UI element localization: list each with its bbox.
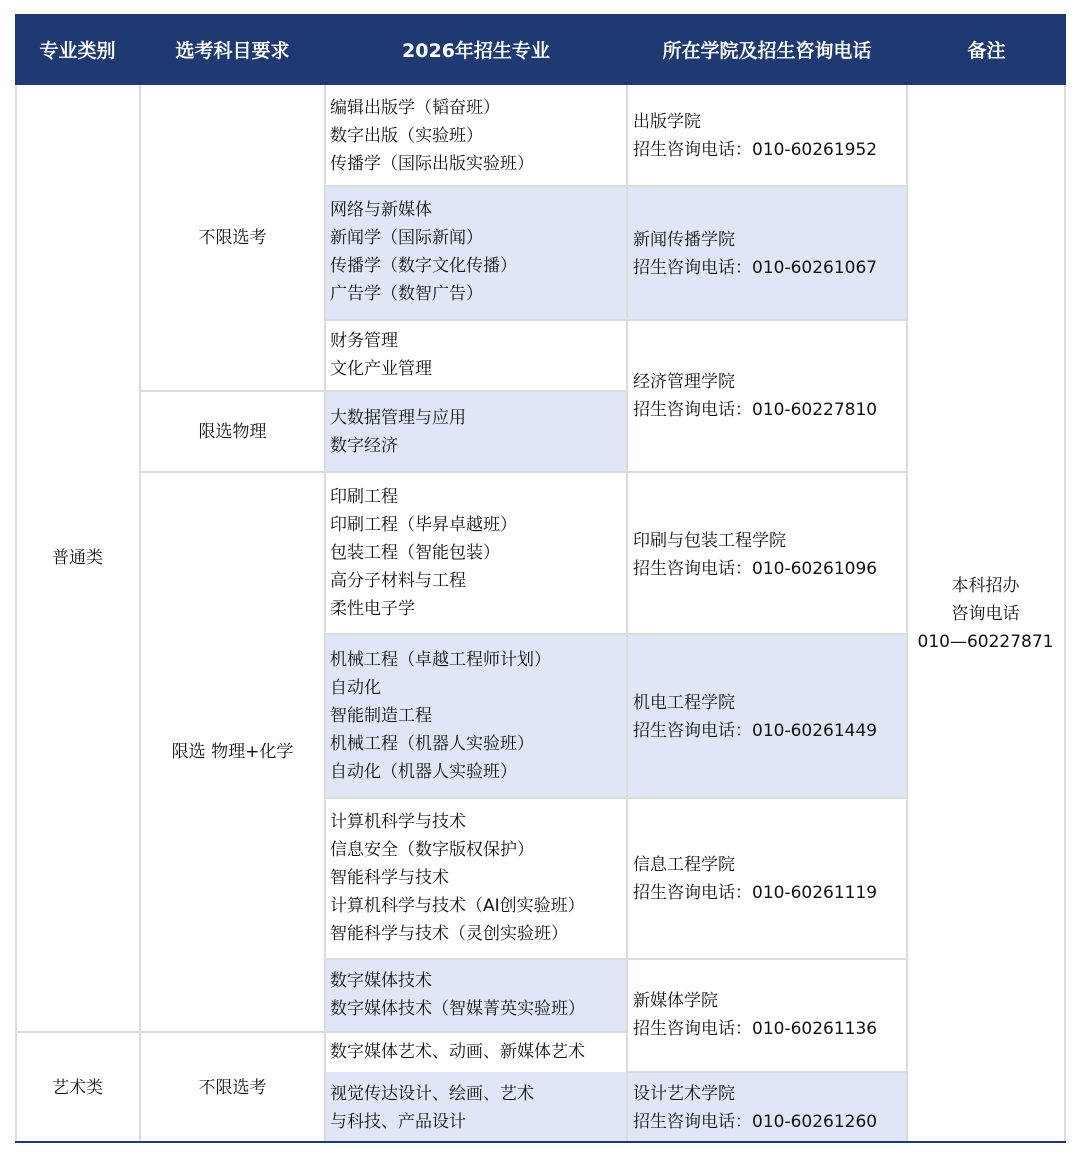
college-new-media (633, 987, 905, 1043)
list-item: 财务管理 (330, 331, 398, 351)
majors-group-design (330, 1080, 625, 1136)
divider (325, 319, 907, 321)
list-item: 数字媒体技术（智媒菁英实验班） (330, 999, 585, 1019)
college-name: 新媒体学院 (633, 991, 718, 1011)
list-item: 编辑出版学（韬奋班） (330, 98, 500, 118)
majors-group-management (330, 327, 625, 383)
list-item: 柔性电子学 (330, 599, 415, 619)
header-remark: 备注 (967, 40, 1006, 62)
college-name: 印刷与包装工程学院 (633, 531, 786, 551)
majors-group-information (330, 808, 625, 948)
divider (325, 633, 907, 635)
college-phone: 招生咨询电话：010-60261096 (633, 559, 878, 579)
list-item: 传播学（数字文化传播） (330, 256, 517, 276)
list-item: 计算机科学与技术（AI创实验班） (330, 896, 585, 916)
header-majors: 2026年招生专业 (402, 40, 550, 62)
college-phone: 招生咨询电话：010-60261449 (633, 721, 878, 741)
majors-group-printing (330, 483, 625, 623)
college-publishing (633, 108, 905, 164)
college-design-art (633, 1080, 905, 1136)
requirement-unrestricted: 不限选考 (198, 227, 267, 248)
list-item: 高分子材料与工程 (330, 571, 466, 591)
college-journalism (633, 226, 905, 282)
college-phone: 招生咨询电话：010-60227810 (633, 400, 878, 420)
list-item: 视觉传达设计、绘画、艺术 (330, 1084, 534, 1104)
majors-group-media-art (330, 1038, 625, 1066)
college-name: 出版学院 (633, 112, 701, 132)
list-item: 印刷工程 (330, 487, 398, 507)
list-item: 广告学（数智广告） (330, 284, 483, 304)
list-item: 数字经济 (330, 436, 398, 456)
header-category: 专业类别 (39, 40, 116, 62)
college-information (633, 851, 905, 907)
divider (325, 797, 907, 799)
college-printing (633, 527, 905, 583)
college-mechanical (633, 689, 905, 745)
college-name: 设计艺术学院 (633, 1084, 735, 1104)
list-item: 与科技、产品设计 (330, 1112, 466, 1132)
college-economics (633, 368, 905, 424)
list-item: 包装工程（智能包装） (330, 543, 500, 563)
college-phone: 招生咨询电话：010-60261136 (633, 1019, 878, 1039)
college-phone: 招生咨询电话：010-60261067 (633, 258, 878, 278)
category-normal: 普通类 (52, 548, 103, 568)
list-item: 机械工程（机器人实验班） (330, 734, 534, 754)
remark-phone: 010—60227871 (917, 632, 1054, 652)
list-item: 文化产业管理 (330, 359, 432, 379)
requirement-physics-chemistry: 限选 物理+化学 (171, 742, 294, 762)
remark-line: 本科招办 (951, 576, 1020, 596)
list-item: 传播学（国际出版实验班） (330, 154, 534, 174)
list-item: 智能科学与技术（灵创实验班） (330, 924, 568, 944)
divider (325, 185, 907, 187)
divider (1064, 85, 1066, 1143)
majors-group-mechanical (330, 646, 625, 786)
list-item: 机械工程（卓越工程师计划） (330, 650, 551, 670)
college-name: 机电工程学院 (633, 693, 735, 713)
college-name: 经济管理学院 (633, 372, 735, 392)
list-item: 自动化 (330, 678, 381, 698)
college-phone: 招生咨询电话：010-60261260 (633, 1112, 878, 1132)
list-item: 计算机科学与技术 (330, 812, 466, 832)
list-item: 自动化（机器人实验班） (330, 762, 517, 782)
list-item: 信息安全（数字版权保护） (330, 840, 534, 860)
list-item: 大数据管理与应用 (330, 408, 466, 428)
list-item: 新闻学（国际新闻） (330, 228, 483, 248)
list-item: 智能制造工程 (330, 706, 432, 726)
requirement-physics: 限选物理 (198, 421, 267, 442)
remark (907, 572, 1064, 656)
list-item: 数字媒体艺术、动画、新媒体艺术 (330, 1042, 585, 1062)
category-art: 艺术类 (52, 1077, 103, 1098)
header-college-phone: 所在学院及招生咨询电话 (662, 40, 872, 62)
list-item: 网络与新媒体 (330, 200, 432, 220)
majors-group-data (330, 404, 625, 460)
list-item: 数字媒体技术 (330, 971, 432, 991)
majors-group-publishing (330, 94, 625, 178)
divider (627, 1071, 907, 1073)
requirement-unrestricted-art: 不限选考 (198, 1077, 267, 1098)
college-phone: 招生咨询电话：010-60261119 (633, 883, 878, 903)
divider (325, 958, 907, 960)
divider (626, 85, 628, 1143)
college-phone: 招生咨询电话：010-60261952 (633, 140, 878, 160)
college-name: 信息工程学院 (633, 855, 735, 875)
header-subject-requirement: 选考科目要求 (175, 40, 290, 62)
college-name: 新闻传播学院 (633, 230, 735, 250)
majors-group-digital-media (330, 967, 625, 1023)
majors-group-journalism (330, 196, 625, 308)
list-item: 智能科学与技术 (330, 868, 449, 888)
list-item: 数字出版（实验班） (330, 126, 483, 146)
remark-line: 咨询电话 (951, 604, 1020, 624)
list-item: 印刷工程（毕昇卓越班） (330, 515, 517, 535)
